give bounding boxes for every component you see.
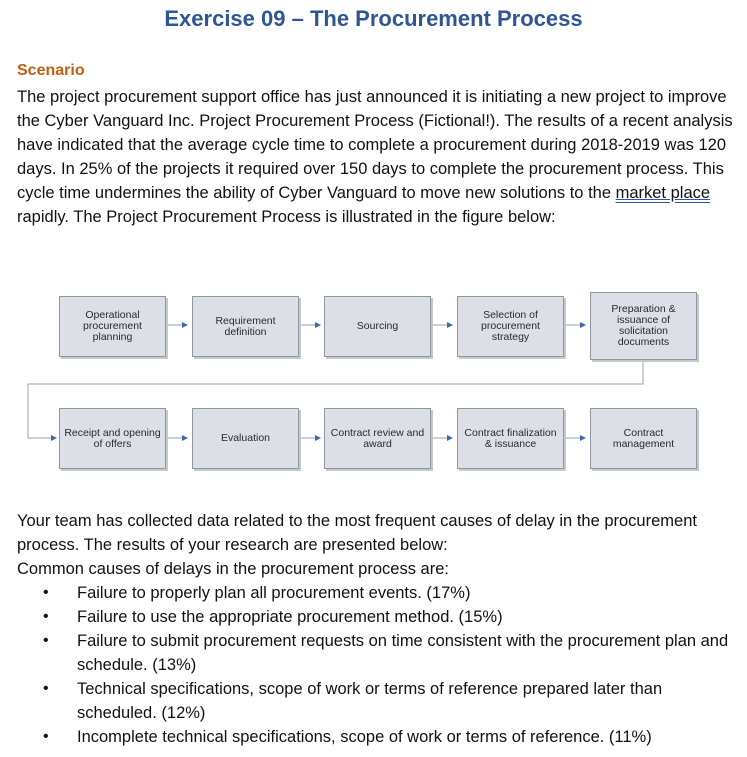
step-receipt-of-offers: Receipt and opening of offers bbox=[59, 408, 166, 469]
research-intro: Your team has collected data related to the most frequent causes of delay in the procurement process. The results of your research are presented below: bbox=[17, 512, 697, 554]
scenario-paragraph bbox=[17, 85, 739, 229]
list-item: • Incomplete technical specifications, scope of work or terms of reference. (11%) bbox=[27, 725, 742, 749]
step-sourcing: Sourcing bbox=[324, 296, 431, 357]
return-connector bbox=[28, 360, 643, 438]
list-item: • Technical specifications, scope of work or terms of reference prepared later than scheduled. (12%) bbox=[27, 677, 742, 725]
step-contract-management: Contract management bbox=[590, 408, 697, 469]
step-evaluation: Evaluation bbox=[192, 408, 299, 469]
step-operational-planning: Operational procurement planning bbox=[59, 296, 166, 357]
causes-heading: Common causes of delays in the procurement process are: bbox=[17, 560, 449, 578]
research-paragraph bbox=[17, 509, 739, 581]
list-item: • Failure to use the appropriate procurement method. (15%) bbox=[27, 605, 742, 629]
scenario-text-end: rapidly. The Project Procurement Process is illustrated in the figure below: bbox=[17, 208, 556, 226]
causes-list bbox=[27, 581, 742, 749]
scenario-text-start: The project procurement support office has just announced it is initiating a new project to improve the Cyber Vanguard Inc. Project Procurement Process (Fictional!). The results of a recent analysis have indicated that the average cycle time to complete a procurement during 2018-2019 was 120 days. In 25% of the projects it required over 150 days to complete the procurement process. This cycle time undermines the ability of Cyber Vanguard to move new solutions to the bbox=[17, 88, 733, 202]
step-contract-finalization: Contract finalization & issuance bbox=[457, 408, 564, 469]
step-requirement-definition: Requirement definition bbox=[192, 296, 299, 357]
market-place-link[interactable]: market place bbox=[615, 184, 711, 202]
step-procurement-strategy: Selection of procurement strategy bbox=[457, 296, 564, 357]
scenario-heading: Scenario bbox=[17, 62, 85, 79]
page-title: Exercise 09 – The Procurement Process bbox=[164, 6, 583, 31]
step-solicitation-documents: Preparation & issuance of solicitation documents bbox=[590, 292, 697, 360]
list-item: • Failure to properly plan all procurement events. (17%) bbox=[27, 581, 742, 605]
step-contract-review: Contract review and award bbox=[324, 408, 431, 469]
list-item: • Failure to submit procurement requests on time consistent with the procurement plan and schedule. (13%) bbox=[27, 629, 742, 677]
